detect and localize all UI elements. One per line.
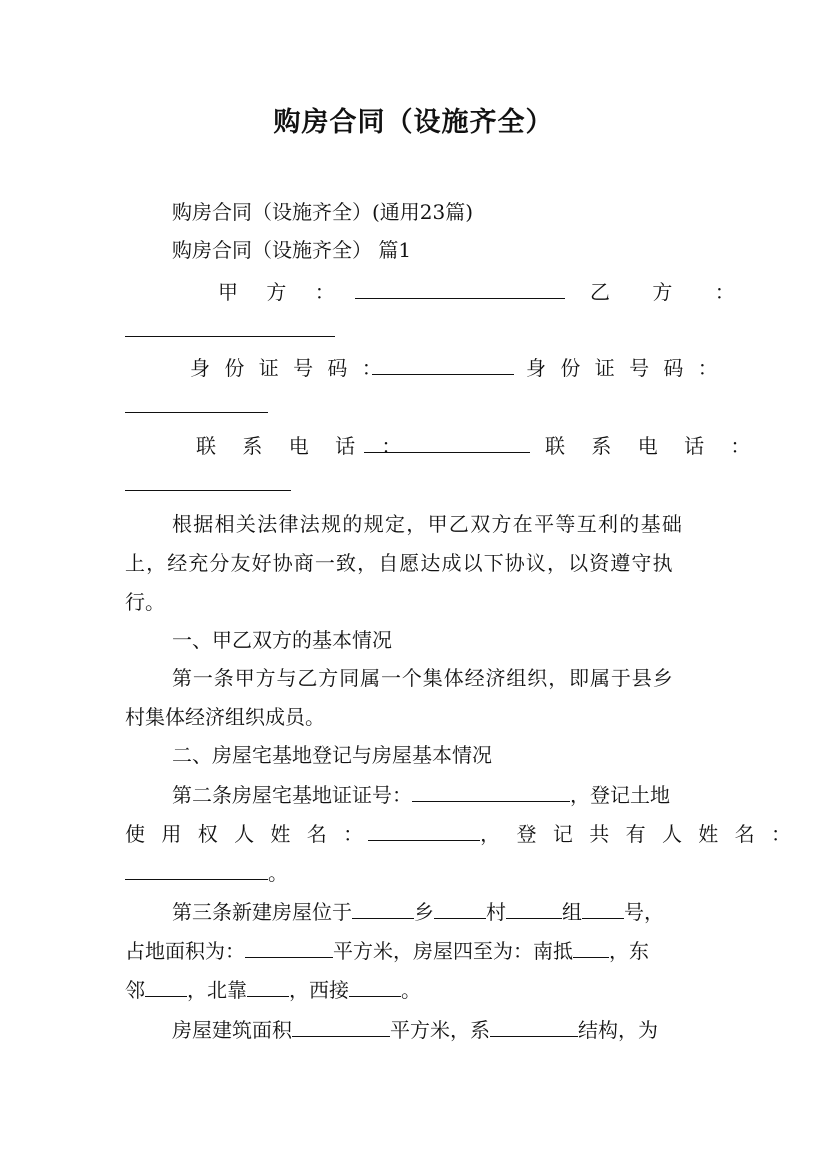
area-label: 占地面积为： — [125, 939, 245, 963]
article-2-line-2 — [125, 822, 796, 846]
north-label: ，北靠 — [187, 978, 247, 1002]
document-subtitle: 购房合同（设施齐全）(通用23篇) — [172, 200, 474, 224]
article-3-text-e: 号， — [624, 900, 664, 924]
south-blank — [573, 939, 609, 958]
article-2-text-a: 第二条房屋宅基地证证号： — [172, 783, 412, 807]
township-blank — [352, 900, 414, 919]
north-blank — [247, 978, 289, 997]
party-b-row — [590, 280, 753, 304]
structure-label: 平方米，系 — [390, 1018, 490, 1042]
west-label: ，西接 — [289, 978, 349, 1002]
east-label: ，东 — [609, 939, 649, 963]
article-1-line-2: 村集体经济组织成员。 — [125, 705, 325, 729]
certificate-number-blank — [412, 783, 570, 802]
party-b-label: 乙 方 ： — [590, 280, 753, 304]
id-a-blank — [372, 356, 514, 375]
id-a-field — [372, 356, 514, 380]
co-owner-label: ， 登 记 共 有 人 姓 名 ： — [480, 822, 797, 846]
article-3-line-1 — [172, 900, 664, 924]
phone-a-field — [364, 434, 530, 458]
area-blank — [245, 939, 333, 958]
article-3-text-d: 组 — [562, 900, 582, 924]
party-a-row — [218, 280, 346, 304]
building-area-label: 房屋建筑面积 — [172, 1018, 292, 1042]
phone-b-field — [125, 472, 291, 496]
building-area-blank — [292, 1018, 390, 1037]
id-a-row — [190, 356, 386, 380]
paragraph-1-line-2: 上，经充分友好协商一致，自愿达成以下协议，以资遵守执 — [125, 551, 674, 575]
article-2-text-b: ，登记土地 — [570, 783, 670, 807]
paragraph-1-line-3: 行。 — [125, 590, 165, 614]
article-2-line-1 — [172, 783, 670, 807]
section-heading: 购房合同（设施齐全） 篇1 — [172, 238, 412, 262]
structure-suffix: 结构，为 — [578, 1018, 658, 1042]
period: 。 — [268, 861, 288, 885]
article-3-text-a: 第三条新建房屋位于 — [172, 900, 352, 924]
article-3-line-4 — [172, 1018, 658, 1042]
phone-a-blank — [364, 434, 530, 453]
id-b-row — [526, 356, 722, 380]
article-3-text-c: 村 — [486, 900, 506, 924]
period: 。 — [401, 978, 421, 1002]
phone-b-row — [545, 434, 760, 458]
co-owner-blank — [125, 861, 268, 880]
article-3-line-2 — [125, 939, 649, 963]
party-a-label: 甲 方 ： — [218, 280, 346, 304]
group-blank — [506, 900, 562, 919]
west-blank — [349, 978, 401, 997]
id-a-label: 身 份 证 号 码 ： — [190, 356, 386, 380]
phone-a-label: 联 系 电 话 ： — [196, 434, 412, 458]
party-a-field — [355, 280, 565, 304]
party-b-field — [125, 318, 335, 342]
boundaries-label: 平方米，房屋四至为：南抵 — [333, 939, 573, 963]
document-title: 购房合同（设施齐全） — [273, 107, 554, 138]
id-b-label: 身 份 证 号 码 ： — [526, 356, 722, 380]
land-user-label: 使 用 权 人 姓 名 ： — [125, 822, 369, 846]
article-1-line-1: 第一条甲方与乙方同属一个集体经济组织，即属于县乡 — [172, 666, 674, 690]
village-blank — [434, 900, 486, 919]
heading-registration: 二、房屋宅基地登记与房屋基本情况 — [172, 743, 492, 767]
east-neighbor-label: 邻 — [125, 978, 145, 1002]
land-user-blank — [368, 822, 480, 841]
east-blank — [145, 978, 187, 997]
phone-b-blank — [125, 472, 291, 491]
phone-b-label: 联 系 电 话 ： — [545, 434, 761, 458]
number-blank — [582, 900, 624, 919]
structure-blank — [490, 1018, 578, 1037]
heading-basic-info: 一、甲乙双方的基本情况 — [172, 628, 392, 652]
party-b-blank — [125, 318, 335, 337]
article-3-line-3 — [125, 978, 421, 1002]
article-2-line-3 — [125, 861, 288, 885]
party-a-blank — [355, 280, 565, 299]
id-b-blank — [125, 394, 268, 413]
paragraph-1-line-1: 根据相关法律法规的规定，甲乙双方在平等互利的基础 — [172, 512, 684, 536]
id-b-field — [125, 394, 268, 418]
article-3-text-b: 乡 — [414, 900, 434, 924]
